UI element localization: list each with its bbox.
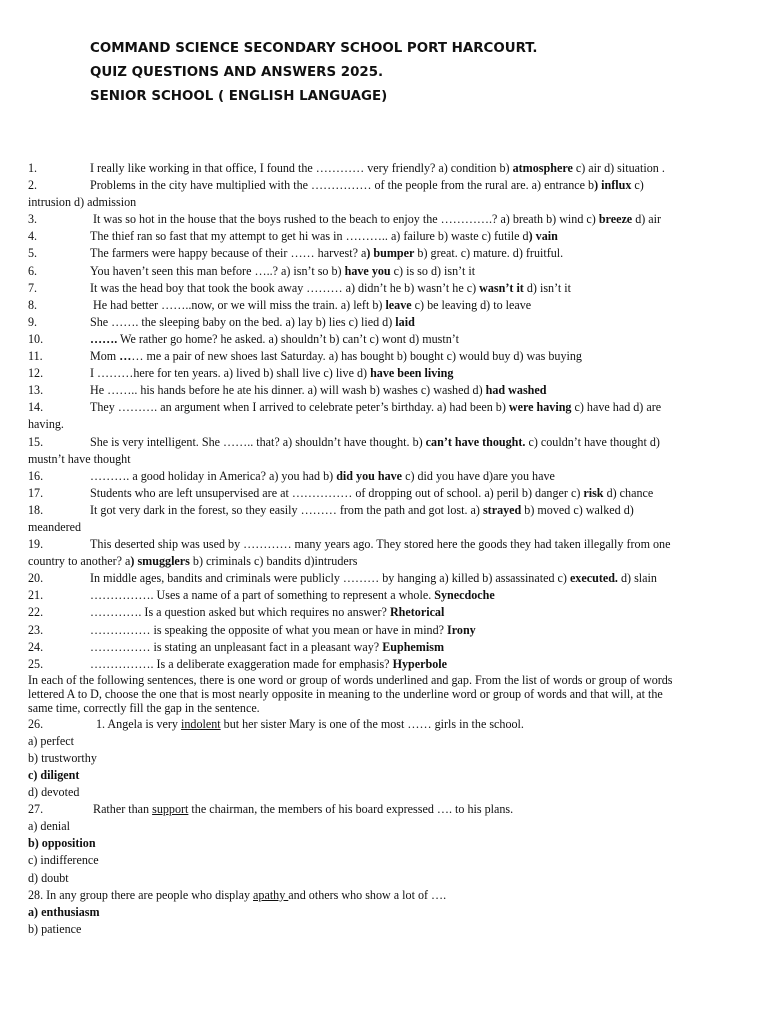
question-text-post: b) great. c) mature. d) fruitful. bbox=[414, 246, 564, 261]
question-text-pre: ……………. Uses a name of a part of something to represent a whole. bbox=[90, 588, 435, 603]
answer-highlight: executed. bbox=[569, 571, 618, 586]
option: c) indifference bbox=[28, 853, 99, 868]
answer-highlight: Irony bbox=[447, 622, 476, 637]
question-26 bbox=[28, 716, 676, 801]
question-text-pre: …………. Is a question asked but which requires no answer? bbox=[90, 605, 390, 620]
question-list bbox=[28, 160, 676, 673]
question-text-post: but her sister Mary is one of the most …… girls in the school. bbox=[220, 716, 524, 731]
question-text-post: d) isn’t it bbox=[523, 280, 571, 295]
question-item bbox=[28, 263, 676, 280]
question-text-pre: In middle ages, bandits and criminals were publicly ……… by hanging a) killed b) assassinated c) bbox=[90, 571, 570, 586]
question-item bbox=[28, 639, 676, 656]
question-text-pre: The farmers were happy because of their …… harvest? a bbox=[90, 246, 367, 261]
question-text-pre: He had better ……..now, or we will miss the train. a) left b) bbox=[90, 297, 386, 312]
instructions-paragraph: In each of the following sentences, there is one word or group of words underlined and gap. From the list of words or group of words lettered A to D, choose the one that is most nearly opposite in meaning to the underline word or group of words and that will, at the same time, correctly fill the gap in the sentence. bbox=[28, 672, 673, 716]
question-item bbox=[28, 587, 676, 604]
question-text-post: c) be leaving d) to leave bbox=[411, 297, 532, 312]
question-number: 11. bbox=[28, 349, 43, 364]
question-number: 12. bbox=[28, 366, 44, 381]
question-text-post: c) couldn’t have thought d) mustn’t have thought bbox=[28, 434, 660, 466]
question-item bbox=[28, 502, 676, 536]
question-item bbox=[28, 177, 676, 211]
question-number: 14. bbox=[28, 400, 44, 415]
answer-highlight: Hyperbole bbox=[392, 656, 447, 671]
question-text-pre: He …….. his hands before he ate his dinner. a) will wash b) washes c) washed d) bbox=[90, 383, 486, 398]
question-text-post: and others who show a lot of …. bbox=[288, 887, 447, 902]
answer-highlight: can’t have thought. bbox=[425, 434, 526, 449]
answer-highlight: wasn’t it bbox=[479, 280, 524, 295]
option-correct: a) enthusiasm bbox=[28, 904, 100, 919]
question-item bbox=[28, 536, 676, 570]
question-number: 19. bbox=[28, 537, 44, 552]
answer-highlight: … bbox=[119, 349, 132, 364]
document-body bbox=[28, 160, 676, 938]
question-item bbox=[28, 297, 676, 314]
option: a) denial bbox=[28, 819, 70, 834]
question-text-pre: They ………. an argument when I arrived to celebrate peter’s birthday. a) had been b) bbox=[90, 400, 509, 415]
option: d) doubt bbox=[28, 870, 69, 885]
answer-highlight: breeze bbox=[598, 212, 633, 227]
question-27 bbox=[28, 801, 676, 886]
answer-highlight: Euphemism bbox=[382, 639, 445, 654]
question-number: 5. bbox=[28, 246, 38, 261]
question-text-pre: 1. Angela is very bbox=[96, 716, 181, 731]
question-item bbox=[28, 314, 676, 331]
question-text-pre: Problems in the city have multiplied with the …………… of the people from the rural are. a) entrance b bbox=[90, 178, 595, 193]
school-name: COMMAND SCIENCE SECONDARY SCHOOL PORT HARCOURT. bbox=[90, 41, 538, 56]
question-text-pre: In any group there are people who display bbox=[46, 887, 254, 902]
answer-highlight: ) bumper bbox=[366, 246, 415, 261]
question-number: 21. bbox=[28, 588, 44, 603]
document-header bbox=[90, 37, 537, 109]
option: d) devoted bbox=[28, 785, 80, 800]
option: b) trustworthy bbox=[28, 750, 97, 765]
question-item bbox=[28, 434, 676, 468]
question-number: 20. bbox=[28, 571, 44, 586]
question-text-pre: ………. a good holiday in America? a) you had b) bbox=[90, 468, 337, 483]
question-item bbox=[28, 245, 676, 262]
question-text-pre: Rather than bbox=[93, 802, 153, 817]
question-text-post: the chairman, the members of his board expressed …. to his plans. bbox=[188, 802, 514, 817]
question-item bbox=[28, 211, 676, 228]
question-text-pre: It got very dark in the forest, so they easily ……… from the path and got lost. a) bbox=[90, 502, 483, 517]
question-text-pre: ……………. Is a deliberate exaggeration made for emphasis? bbox=[90, 656, 393, 671]
question-number: 2. bbox=[28, 178, 38, 193]
question-text-pre: You haven’t seen this man before …..? a) isn’t so b) bbox=[90, 263, 345, 278]
question-text-pre: It was the head boy that took the book away ……… a) didn’t he b) wasn’t he c) bbox=[90, 280, 480, 295]
answer-highlight: Synecdoche bbox=[434, 588, 495, 603]
question-text-post: d) slain bbox=[617, 571, 657, 586]
answer-highlight: were having bbox=[508, 400, 572, 415]
question-number: 10. bbox=[28, 331, 44, 346]
subject-title: SENIOR SCHOOL ( ENGLISH LANGUAGE) bbox=[90, 89, 388, 104]
question-text-pre: This deserted ship was used by ………… many years ago. They stored here the goods they had taken illegally from one country to another? a bbox=[28, 537, 671, 569]
answer-highlight: ) vain bbox=[528, 229, 558, 244]
answer-highlight: ) smugglers bbox=[130, 554, 190, 569]
question-text-pre: She is very intelligent. She …….. that? a) shouldn’t have thought. b) bbox=[90, 434, 426, 449]
question-28 bbox=[28, 887, 676, 938]
question-text-post: c) is so d) isn’t it bbox=[390, 263, 476, 278]
question-number: 16. bbox=[28, 468, 44, 483]
answer-highlight: risk bbox=[583, 485, 604, 500]
question-item bbox=[28, 604, 676, 621]
quiz-title: QUIZ QUESTIONS AND ANSWERS 2025. bbox=[90, 65, 384, 80]
question-text-pre: The thief ran so fast that my attempt to get hi was in ……….. a) failure b) waste c) futile d bbox=[90, 229, 529, 244]
question-item bbox=[28, 160, 676, 177]
question-number: 15. bbox=[28, 434, 44, 449]
question-number: 23. bbox=[28, 622, 44, 637]
question-item bbox=[28, 365, 676, 382]
question-text-pre: Students who are left unsupervised are at …………… of dropping out of school. a) peril b) danger c) bbox=[90, 485, 584, 500]
answer-highlight: did you have bbox=[336, 468, 403, 483]
question-text-pre: I ………here for ten years. a) lived b) shall live c) live d) bbox=[90, 366, 371, 381]
option-correct: b) opposition bbox=[28, 836, 96, 851]
question-item bbox=[28, 228, 676, 245]
answer-highlight: had washed bbox=[485, 383, 547, 398]
option: a) perfect bbox=[28, 733, 74, 748]
question-number: 6. bbox=[28, 263, 38, 278]
answer-highlight: have you bbox=[344, 263, 391, 278]
question-text-post: We rather go home? he asked. a) shouldn’t b) can’t c) wont d) mustn’t bbox=[117, 331, 459, 346]
question-text-post: … me a pair of new shoes last Saturday. a) has bought b) bought c) would buy d) was buying bbox=[131, 349, 582, 364]
question-number: 28. bbox=[28, 887, 44, 902]
question-item bbox=[28, 656, 676, 673]
question-item bbox=[28, 382, 676, 399]
question-text-pre: I really like working in that office, I found the ………… very friendly? a) condition b) bbox=[90, 161, 513, 175]
question-item bbox=[28, 280, 676, 297]
question-item bbox=[28, 468, 676, 485]
question-number: 18. bbox=[28, 502, 44, 517]
question-text-post: d) chance bbox=[603, 485, 654, 500]
question-number: 26. bbox=[28, 716, 44, 731]
question-text-pre: Mom bbox=[90, 349, 120, 364]
question-text-pre: …………… is stating an unpleasant fact in a pleasant way? bbox=[90, 639, 383, 654]
question-number: 7. bbox=[28, 280, 38, 295]
answer-highlight: ……. bbox=[90, 331, 118, 346]
question-text-post: b) moved c) walked d) meandered bbox=[28, 502, 634, 534]
option-correct: c) diligent bbox=[28, 767, 80, 782]
question-item bbox=[28, 622, 676, 639]
question-text-post: b) criminals c) bandits d)intruders bbox=[189, 554, 358, 569]
answer-highlight: have been living bbox=[370, 366, 454, 381]
question-number: 13. bbox=[28, 383, 44, 398]
question-item bbox=[28, 485, 676, 502]
question-number: 17. bbox=[28, 485, 44, 500]
question-number: 8. bbox=[28, 297, 38, 312]
option: b) patience bbox=[28, 921, 82, 936]
question-item bbox=[28, 348, 676, 365]
answer-highlight: Rhetorical bbox=[389, 605, 445, 620]
answer-highlight: strayed bbox=[482, 502, 522, 517]
answer-highlight: ) influx bbox=[594, 178, 632, 193]
question-text-post: c) intrusion d) admission bbox=[28, 178, 644, 210]
question-number: 3. bbox=[28, 212, 38, 227]
underlined-word: apathy bbox=[253, 887, 289, 902]
question-text-post: c) air d) situation . bbox=[572, 161, 665, 175]
question-number: 25. bbox=[28, 656, 44, 671]
question-text-pre: It was so hot in the house that the boys rushed to the beach to enjoy the ………….? a) breath b) wind c) bbox=[90, 212, 599, 227]
question-item bbox=[28, 570, 676, 587]
question-number: 27. bbox=[28, 802, 44, 817]
question-number: 9. bbox=[28, 314, 38, 329]
question-text-pre: She ……. the sleeping baby on the bed. a) lay b) lies c) lied d) bbox=[90, 314, 396, 329]
question-text-post: d) air bbox=[632, 212, 662, 227]
question-item bbox=[28, 399, 676, 433]
question-number: 4. bbox=[28, 229, 38, 244]
question-text-post: c) have had d) are having. bbox=[28, 400, 662, 432]
underlined-word: support bbox=[152, 802, 189, 817]
answer-highlight: laid bbox=[395, 314, 415, 329]
question-text-post: c) did you have d)are you have bbox=[402, 468, 555, 483]
question-number: 22. bbox=[28, 605, 44, 620]
answer-highlight: atmosphere bbox=[512, 161, 573, 175]
question-item bbox=[28, 331, 676, 348]
question-number: 1. bbox=[28, 161, 38, 175]
answer-highlight: leave bbox=[385, 297, 412, 312]
underlined-word: indolent bbox=[180, 716, 221, 731]
question-number: 24. bbox=[28, 639, 44, 654]
question-text-pre: …………… is speaking the opposite of what you mean or have in mind? bbox=[90, 622, 448, 637]
